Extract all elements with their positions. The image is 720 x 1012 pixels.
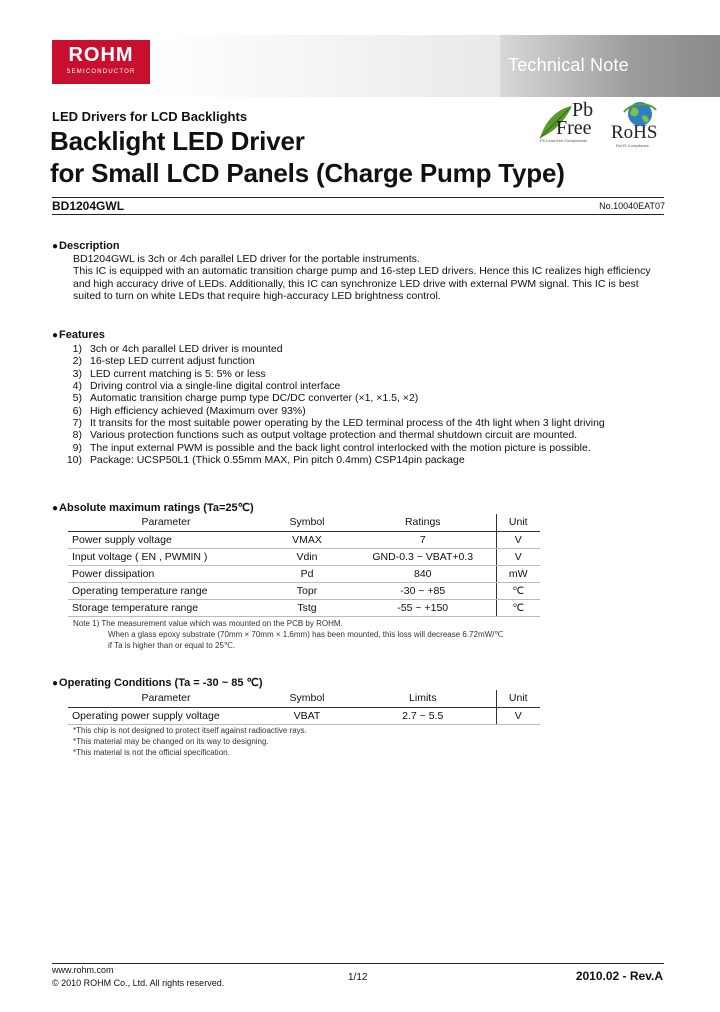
- features-heading: [52, 329, 105, 341]
- table-cell: ℃: [496, 599, 540, 616]
- op-cond-note: *This material is not the official specification.: [73, 748, 230, 757]
- description-line: BD1204GWL is 3ch or 4ch parallel LED driver for the portable instruments.: [73, 253, 420, 265]
- page-title-line1: Backlight LED Driver: [50, 126, 305, 156]
- table-header-row: [68, 514, 540, 531]
- table-cell: Topr: [264, 582, 350, 599]
- rohs-label: RoHS: [611, 122, 658, 143]
- op-cond-table: [68, 690, 540, 725]
- column-header: Parameter: [68, 514, 264, 531]
- bullet-icon: ●: [52, 678, 59, 689]
- column-header: Parameter: [68, 690, 264, 707]
- column-header: Symbol: [264, 514, 350, 531]
- table-row: [68, 565, 540, 582]
- part-number: BD1204GWL: [52, 199, 125, 213]
- table-row: [68, 707, 540, 724]
- column-header: Ratings: [350, 514, 496, 531]
- title-divider: [52, 197, 664, 198]
- rohm-logo: [52, 40, 150, 84]
- page-title-line2: for Small LCD Panels (Charge Pump Type): [50, 158, 565, 188]
- table-cell: V: [496, 548, 540, 565]
- footer-copyright: © 2010 ROHM Co., Ltd. All rights reserved.: [52, 978, 225, 988]
- pb-free-caption: Pb Lead-free Components: [540, 138, 587, 143]
- list-item: 6) High efficiency achieved (Maximum over 93%): [72, 404, 306, 417]
- list-item: 1) 3ch or 4ch parallel LED driver is mounted: [72, 343, 283, 355]
- table-cell: 7: [350, 531, 496, 548]
- page-number: 1/12: [348, 972, 368, 983]
- table-cell: V: [496, 707, 540, 724]
- abs-max-heading-text: Absolute maximum ratings (Ta=25℃): [59, 502, 254, 514]
- table-cell: ℃: [496, 582, 540, 599]
- bullet-icon: ●: [52, 503, 59, 514]
- table-cell: -55 ~ +150: [350, 599, 496, 616]
- table-cell: VBAT: [264, 707, 350, 724]
- footer-url[interactable]: www.rohm.com: [52, 965, 114, 975]
- description-heading-text: Description: [59, 240, 120, 252]
- abs-max-note: if Ta is higher than or equal to 25℃.: [108, 641, 236, 650]
- table-cell: Operating temperature range: [68, 582, 264, 599]
- abs-max-note: When a glass epoxy substrate (70mm × 70mm × 1.6mm) has been mounted, this loss will decrease 6.72mW/℃: [108, 630, 504, 639]
- column-header: Limits: [350, 690, 496, 707]
- table-cell: V: [496, 531, 540, 548]
- table-cell: -30 ~ +85: [350, 582, 496, 599]
- list-item: 8) Various protection functions such as output voltage protection and thermal shutdown circuit are mounted.: [72, 429, 578, 442]
- op-cond-note: *This chip is not designed to protect itself against radioactive rays.: [73, 726, 307, 735]
- description-line: and high accuracy drive of LEDs. Additionally, this IC can synchronize LED drive with external PWM signal. This IC is best: [73, 277, 639, 290]
- abs-max-note: Note 1) The measurement value which was mounted on the PCB by ROHM.: [73, 619, 343, 628]
- brand-name: ROHM: [68, 44, 134, 66]
- table-cell: Power supply voltage: [68, 531, 264, 548]
- list-item: 7) It transits for the most suitable power operating by the LED terminal process of the 4th light when 3 light driving: [72, 417, 605, 430]
- column-header: Symbol: [264, 690, 350, 707]
- op-cond-note: *This material may be changed on its way to designing.: [73, 737, 269, 746]
- list-item: 5) Automatic transition charge pump type DC/DC converter (×1, ×1.5, ×2): [72, 392, 419, 405]
- table-header-row: [68, 690, 540, 707]
- doc-type-label: Technical Note: [508, 55, 629, 75]
- table-cell: Input voltage ( EN , PWMIN ): [68, 548, 264, 565]
- table-cell: Pd: [264, 565, 350, 582]
- op-cond-heading: [52, 676, 263, 689]
- column-header: Unit: [496, 514, 540, 531]
- table-row: [68, 582, 540, 599]
- abs-max-heading: [52, 501, 254, 514]
- table-cell: Operating power supply voltage: [68, 707, 264, 724]
- description-line: suited to turn on white LEDs that require high-accuracy LED brightness control.: [73, 290, 441, 303]
- revision: 2010.02 - Rev.A: [575, 969, 663, 983]
- list-item: 4) Driving control via a single-line digital control interface: [72, 380, 341, 393]
- description-heading: [52, 240, 120, 252]
- brand-sub: SEMICONDUCTOR: [66, 69, 136, 75]
- rohs-caption: RoHS Compliance: [616, 143, 649, 148]
- description-line: This IC is equipped with an automatic transition charge pump and 16-step LED drivers. Hence this IC realizes high efficiency: [73, 265, 651, 278]
- part-divider: [52, 214, 664, 215]
- table-cell: GND-0.3 ~ VBAT+0.3: [350, 548, 496, 565]
- doc-number: No.10040EAT07: [599, 201, 665, 211]
- table-cell: Vdin: [264, 548, 350, 565]
- bullet-icon: ●: [52, 241, 59, 252]
- free-label: Free: [556, 117, 592, 139]
- features-list: [58, 343, 605, 466]
- list-item: 2) 16-step LED current adjust function: [72, 355, 255, 368]
- table-row: [68, 531, 540, 548]
- list-item: 3) LED current matching is 5: 5% or less: [72, 367, 266, 380]
- pb-label: Pb: [572, 99, 594, 121]
- column-header: Unit: [496, 690, 540, 707]
- list-item: 10) Package: UCSP50L1 (Thick 0.55mm MAX, Pin pitch 0.4mm) CSP14pin package: [66, 454, 465, 467]
- table-cell: mW: [496, 565, 540, 582]
- table-cell: 840: [350, 565, 496, 582]
- table-row: [68, 548, 540, 565]
- features-heading-text: Features: [59, 329, 105, 341]
- description-body: [73, 253, 673, 303]
- table-cell: 2.7 ~ 5.5: [350, 707, 496, 724]
- table-cell: Tstg: [264, 599, 350, 616]
- table-cell: VMAX: [264, 531, 350, 548]
- footer-divider: [52, 963, 664, 964]
- op-cond-heading-text: Operating Conditions (Ta = -30 ~ 85 ℃): [59, 677, 263, 689]
- bullet-icon: ●: [52, 330, 59, 341]
- list-item: 9) The input external PWM is possible and the back light control interlocked with the motion picture is possible.: [72, 441, 591, 454]
- table-cell: Storage temperature range: [68, 599, 264, 616]
- table-row: [68, 599, 540, 616]
- abs-max-table: [68, 514, 540, 617]
- header-band: [150, 35, 500, 97]
- series-title: LED Drivers for LCD Backlights: [52, 109, 248, 124]
- table-cell: Power dissipation: [68, 565, 264, 582]
